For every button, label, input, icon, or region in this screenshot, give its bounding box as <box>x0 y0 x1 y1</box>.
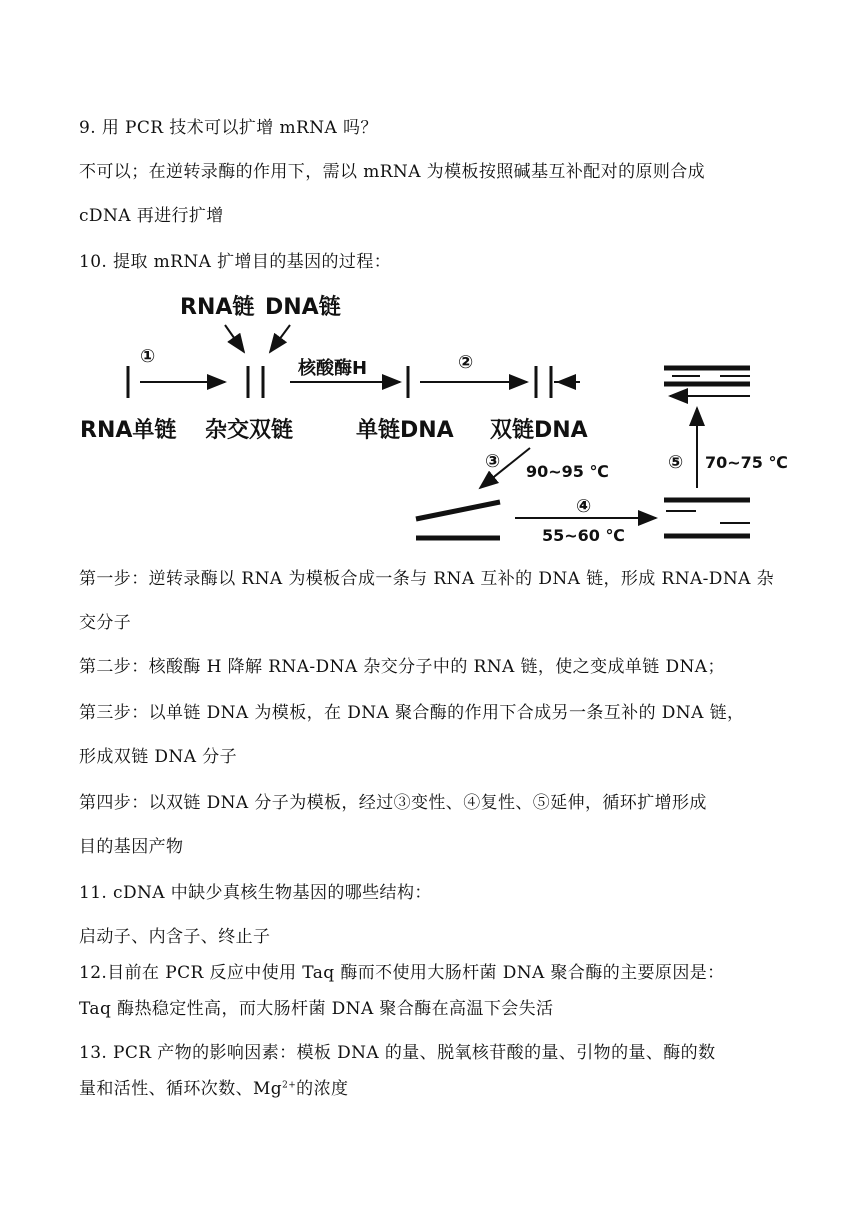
q13-line2-tail: 的浓度 <box>296 1079 349 1099</box>
step1-label: ① <box>140 346 156 367</box>
q9-question: 9. 用 PCR 技术可以扩增 mRNA 吗？ <box>79 118 378 138</box>
q13-line2-text: 量和活性、循环次数、Mg <box>79 1079 283 1099</box>
q9-answer-line1: 不可以；在逆转录酶的作用下，需以 mRNA 为模板按照碱基互补配对的原则合成 <box>79 162 706 182</box>
step5-temp: 70~75 ℃ <box>705 453 788 472</box>
q10-question: 10. 提取 mRNA 扩增目的基因的过程： <box>79 252 392 272</box>
mrna-amplification-diagram <box>60 280 800 550</box>
q11-question: 11. cDNA 中缺少真核生物基因的哪些结构： <box>79 883 432 903</box>
step3-temp: 90~95 ℃ <box>526 462 609 481</box>
step5-label: ⑤ <box>668 452 684 473</box>
rnase-h-label: 核酸酶H <box>298 358 368 379</box>
separated-strand-upper <box>416 502 500 519</box>
q11-answer: 启动子、内含子、终止子 <box>79 927 271 947</box>
dna-chain-label: DNA链 <box>265 295 341 320</box>
q13-line1: 13. PCR 产物的影响因素：模板 DNA 的量、脱氧核苷酸的量、引物的量、酶的数 <box>79 1043 716 1063</box>
rna-chain-label: RNA链 <box>180 295 255 320</box>
rna-chain-pointer <box>225 325 244 352</box>
step3-text-line2: 形成双链 DNA 分子 <box>79 747 237 767</box>
dna-chain-pointer <box>270 325 290 352</box>
ss-dna-label: 单链DNA <box>356 418 454 443</box>
step4-text-line1: 第四步：以双链 DNA 分子为模板，经过③变性、④复性、⑤延伸，循环扩增形成 <box>79 793 707 813</box>
step4-text-line2: 目的基因产物 <box>79 837 184 857</box>
step4-label: ④ <box>576 496 592 517</box>
step4-temp: 55~60 ℃ <box>542 526 625 545</box>
mg-charge: 2+ <box>282 1080 297 1091</box>
step3-text-line1: 第三步：以单链 DNA 为模板，在 DNA 聚合酶的作用下合成另一条互补的 DNA 链， <box>79 703 745 723</box>
step2-label: ② <box>458 352 474 373</box>
hybrid-label: 杂交双链 <box>205 418 294 443</box>
step3-label: ③ <box>485 451 501 472</box>
rna-single-label: RNA单链 <box>80 418 177 443</box>
q9-answer-line2: cDNA 再进行扩增 <box>79 206 224 226</box>
q13-line2 <box>79 1077 348 1101</box>
step2-text: 第二步：核酸酶 H 降解 RNA-DNA 杂交分子中的 RNA 链，使之变成单链 DNA； <box>79 657 725 677</box>
ds-dna-label: 双链DNA <box>490 418 588 443</box>
step1-text-line1: 第一步：逆转录酶以 RNA 为模板合成一条与 RNA 互补的 DNA 链，形成 RNA-DNA 杂 <box>79 569 774 589</box>
q12-answer: Taq 酶热稳定性高，而大肠杆菌 DNA 聚合酶在高温下会失活 <box>79 999 554 1019</box>
q12-question: 12.目前在 PCR 反应中使用 Taq 酶而不使用大肠杆菌 DNA 聚合酶的主要原因是： <box>79 963 725 983</box>
step1-text-line2: 交分子 <box>79 613 132 633</box>
